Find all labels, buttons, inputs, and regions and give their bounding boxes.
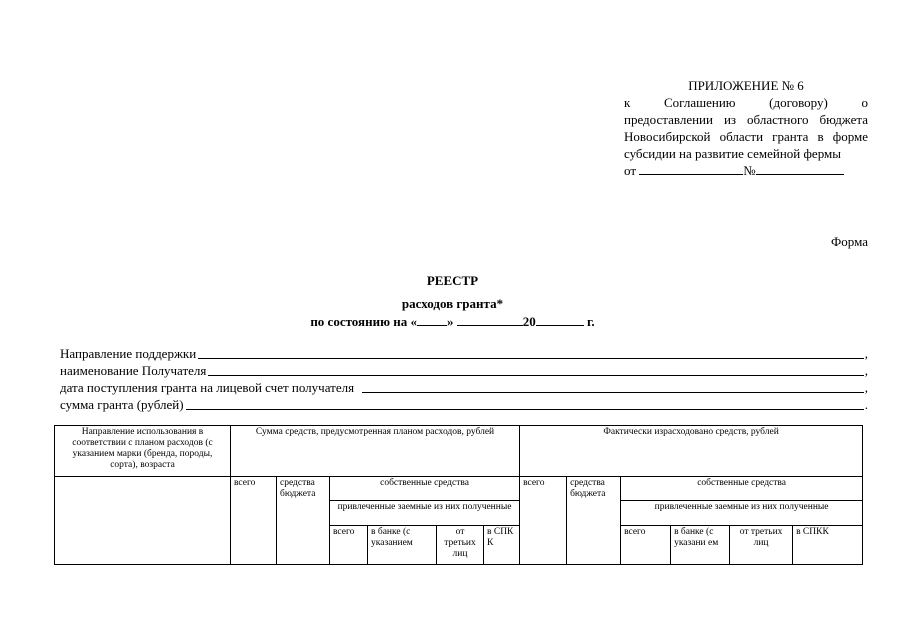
field-date-received-label: дата поступления гранта на лицевой счет получателя bbox=[60, 380, 355, 395]
appendix-text: к Соглашению (договору) о предоставлении из областного бюджета Новосибирской области гранта в форме субсидии на развитие семейной фермы bbox=[624, 95, 868, 161]
field-amount-label: сумма гранта (рублей) bbox=[60, 397, 184, 412]
appendix-date-blank[interactable] bbox=[639, 162, 743, 175]
field-recipient-label: наименование Получателя bbox=[60, 363, 207, 378]
planned-third-parties-header: от третьих лиц bbox=[437, 526, 484, 565]
planned-total-header: всего bbox=[231, 477, 277, 565]
appendix-title: ПРИЛОЖЕНИЕ № 6 bbox=[688, 78, 804, 93]
header-actual: Фактически израсходовано средств, рублей bbox=[520, 426, 863, 477]
date-prefix: по состоянию на « bbox=[310, 314, 417, 329]
form-label: Форма bbox=[831, 234, 868, 249]
actual-third-parties-header: от третьих лиц bbox=[730, 526, 793, 565]
appendix-number-label: № bbox=[743, 163, 756, 178]
actual-budget-header: средства бюджета bbox=[567, 477, 621, 565]
planned-bank-header: в банке (с указанием bbox=[368, 526, 437, 565]
form-fields bbox=[60, 345, 868, 413]
appendix-number-blank[interactable] bbox=[756, 162, 844, 175]
actual-own-header: собственные средства bbox=[621, 477, 863, 501]
field-amount bbox=[60, 396, 868, 413]
field-date-received bbox=[60, 379, 868, 396]
date-year: 20 bbox=[522, 314, 536, 329]
field-amount-end: . bbox=[864, 397, 868, 412]
planned-borrowed-total-header: всего bbox=[330, 526, 368, 565]
registry-subtitle: расходов гранта* bbox=[401, 296, 504, 311]
date-suffix: г. bbox=[587, 314, 595, 329]
registry-title: РЕЕСТР bbox=[426, 273, 479, 288]
header-planned: Сумма средств, предусмотренная планом расходов, рублей bbox=[231, 426, 520, 477]
actual-borrowed-header: привлеченные заемные из них полученные bbox=[621, 501, 863, 526]
planned-own-header: собственные средства bbox=[330, 477, 520, 501]
field-direction-label: Направление поддержки bbox=[60, 346, 197, 361]
appendix-block bbox=[624, 77, 868, 179]
actual-total-header: всего bbox=[520, 477, 567, 565]
planned-budget-header: средства бюджета bbox=[277, 477, 330, 565]
field-direction bbox=[60, 345, 868, 362]
field-direction-end: , bbox=[864, 346, 868, 361]
planned-spk-header: в СПК К bbox=[484, 526, 520, 565]
field-date-received-end: , bbox=[864, 380, 868, 395]
direction-cell[interactable] bbox=[55, 477, 231, 565]
field-date-received-input[interactable] bbox=[362, 379, 864, 393]
day-blank[interactable] bbox=[417, 313, 447, 326]
actual-borrowed-total-header: всего bbox=[621, 526, 671, 565]
field-recipient-end: , bbox=[864, 363, 868, 378]
actual-spkk-header: в СПКК bbox=[793, 526, 863, 565]
header-direction: Направление использования в соответствии с планом расходов (с указанием марки (бренда, породы, сорта), возраста bbox=[55, 426, 231, 477]
appendix-date-number-line bbox=[624, 162, 868, 179]
registry-table bbox=[54, 425, 863, 565]
actual-bank-header: в банке (с указани ем bbox=[671, 526, 730, 565]
field-recipient-input[interactable] bbox=[208, 362, 863, 376]
field-recipient bbox=[60, 362, 868, 379]
appendix-from-label: от bbox=[624, 163, 637, 178]
field-direction-input[interactable] bbox=[198, 345, 864, 359]
date-quote-close: » bbox=[447, 314, 454, 329]
planned-borrowed-header: привлеченные заемные из них полученные bbox=[330, 501, 520, 526]
year-blank[interactable] bbox=[536, 313, 584, 326]
month-blank[interactable] bbox=[457, 313, 523, 326]
registry-date-line bbox=[0, 313, 905, 330]
field-amount-input[interactable] bbox=[186, 396, 864, 410]
